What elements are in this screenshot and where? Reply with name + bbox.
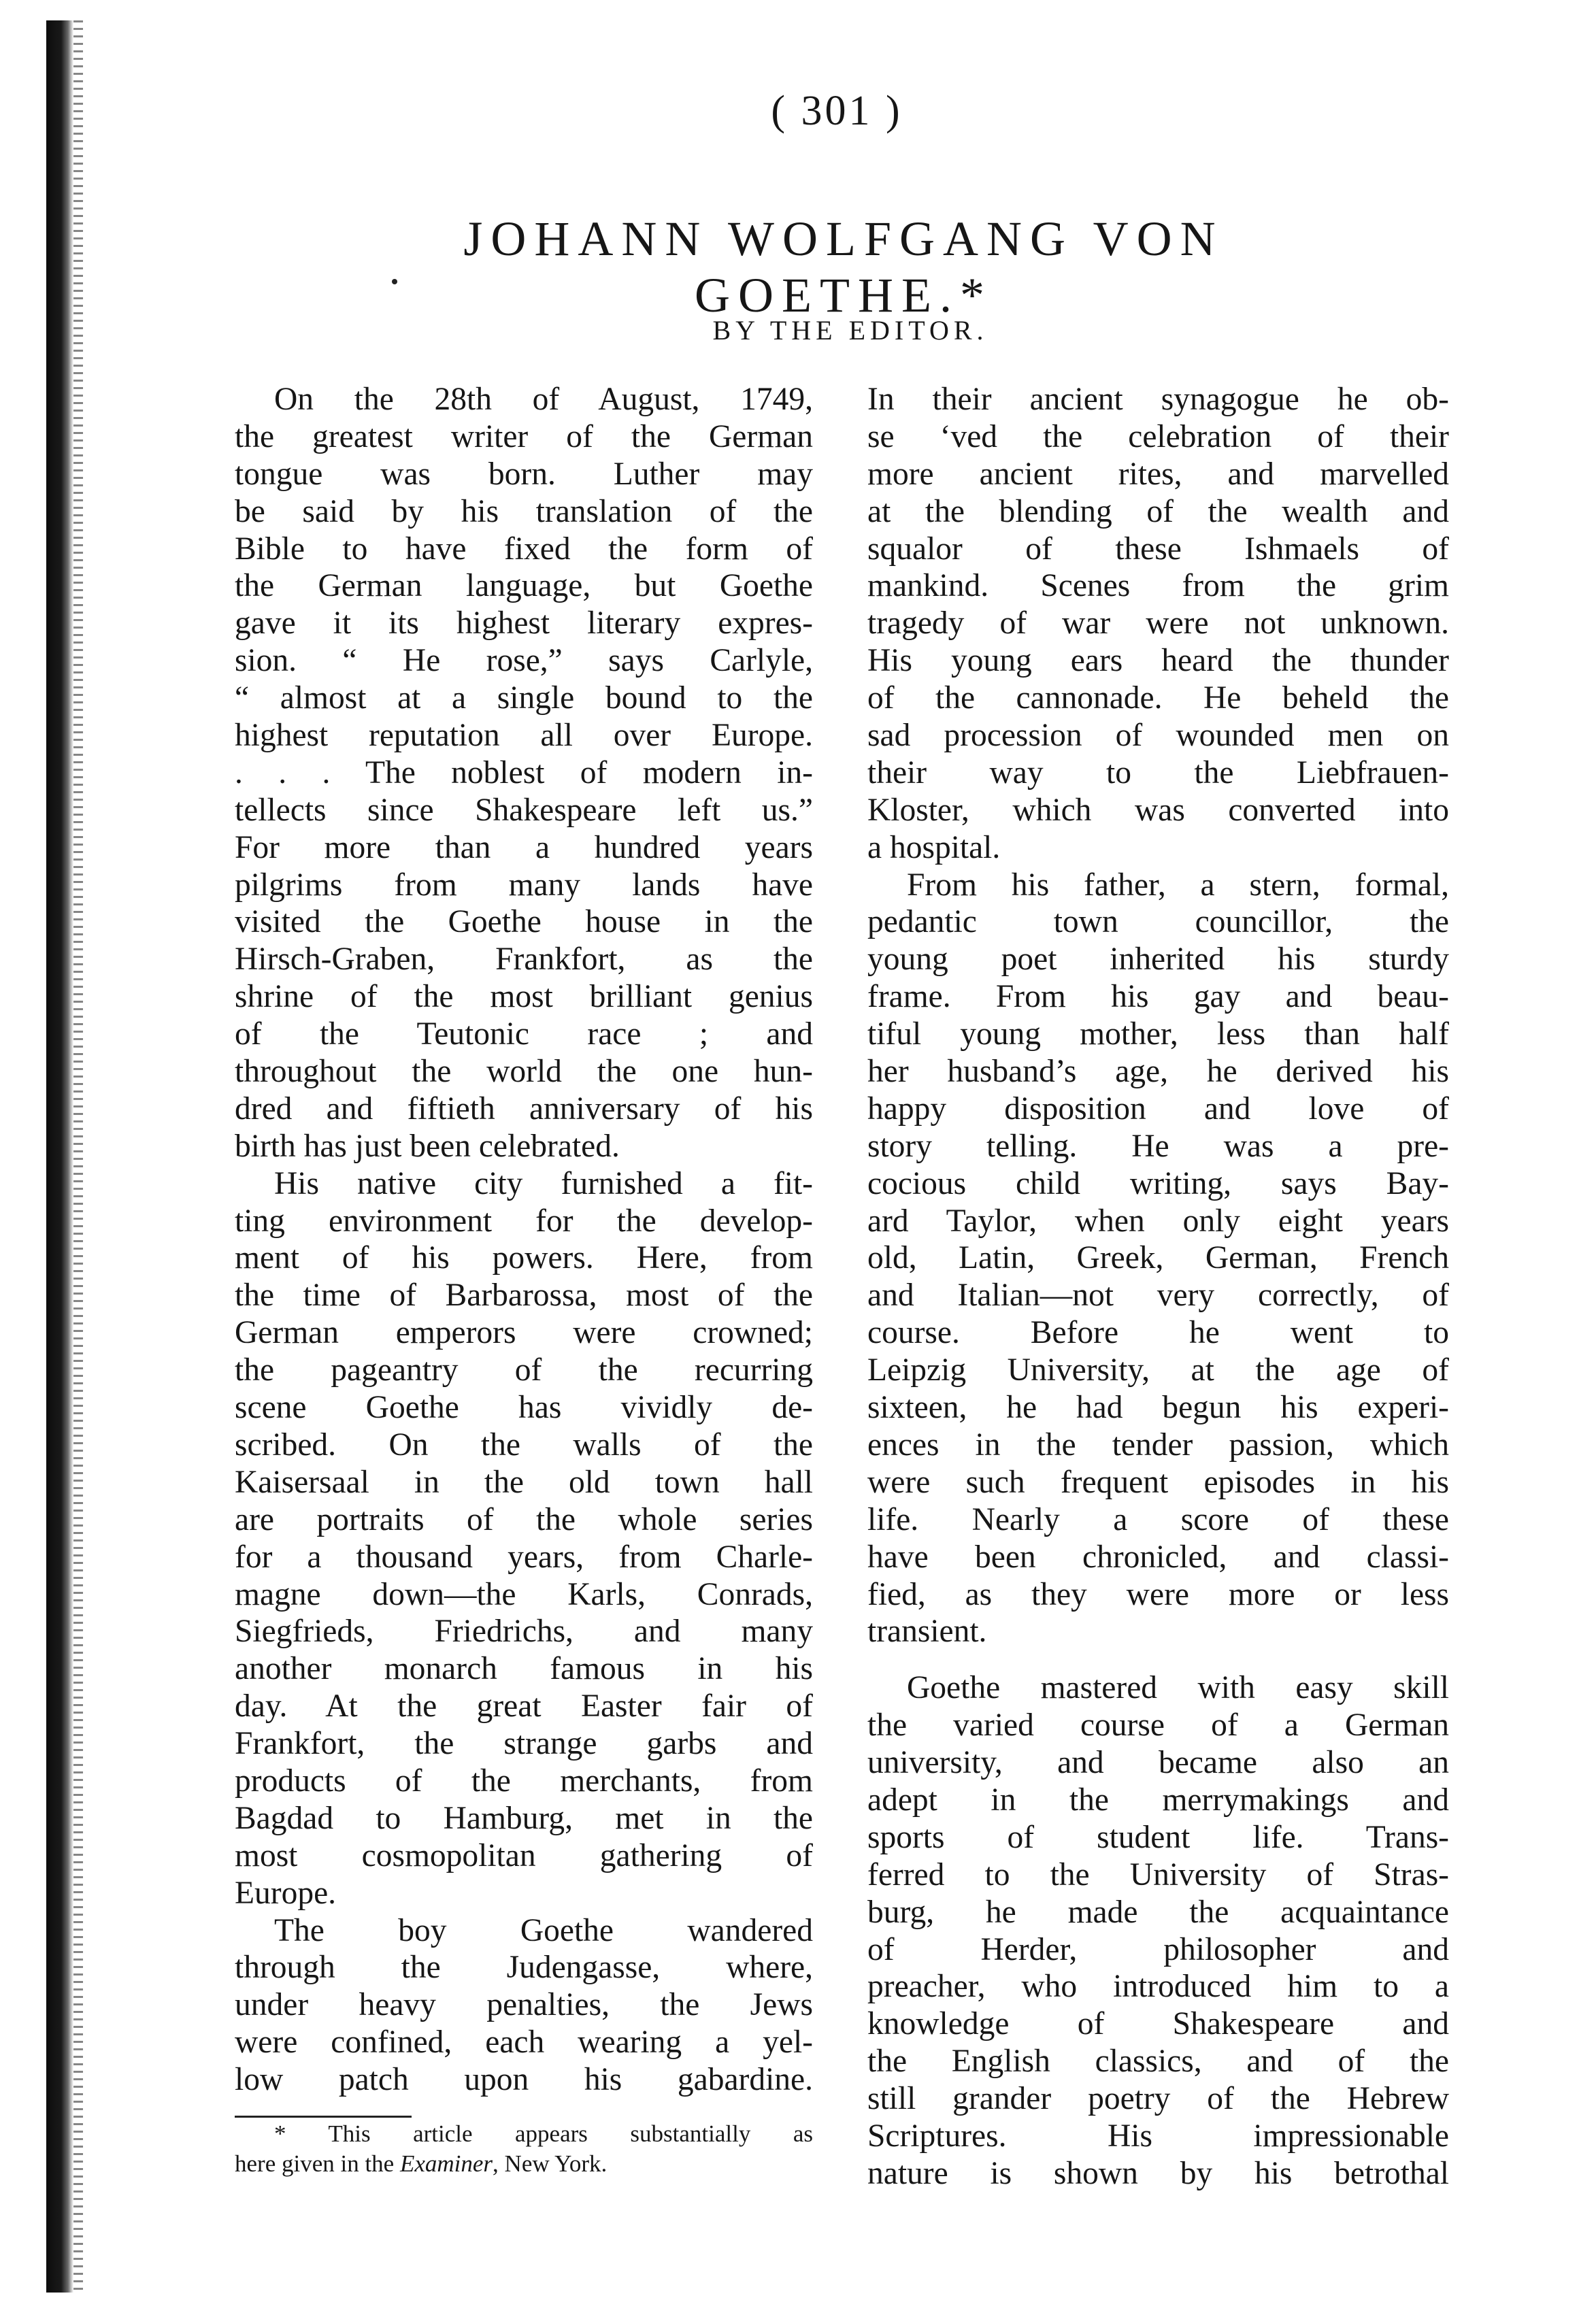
- footnote-text: , New York.: [493, 2150, 608, 2177]
- left-text-column: [235, 381, 813, 2099]
- footnote: [235, 2119, 813, 2179]
- paragraph-gap: [867, 1650, 1449, 1669]
- text-line: knowledge of Shakespeare and: [867, 2006, 1449, 2042]
- text-line: magne down—the Karls, Conrads,: [235, 1576, 813, 1612]
- right-text-column: [867, 381, 1449, 2193]
- text-line: His native city furnished a fit-: [274, 1165, 813, 1201]
- text-line: se ‘ved the celebration of their: [867, 418, 1449, 454]
- text-line: the varied course of a German: [867, 1707, 1449, 1744]
- text-line: sion. “ He rose,” says Carlyle,: [235, 643, 813, 679]
- text-line: Leipzig University, at the age of: [867, 1352, 1449, 1388]
- text-line: visited the Goethe house in the: [235, 904, 813, 940]
- text-line: at the blending of the wealth and: [867, 493, 1449, 529]
- text-line: most cosmopolitan gathering of: [235, 1837, 813, 1873]
- text-line: On the 28th of August, 1749,: [274, 382, 813, 417]
- text-line: birth has just been celebrated.: [235, 1128, 620, 1164]
- footnote-publication: Examiner: [399, 2150, 493, 2177]
- text-line: course. Before he went to: [867, 1315, 1449, 1351]
- text-line: highest reputation all over Europe.: [235, 718, 813, 754]
- text-line: cocious child writing, says Bay-: [867, 1165, 1449, 1201]
- text-line: are portraits of the whole series: [235, 1501, 813, 1537]
- text-line: ard Taylor, when only eight years: [867, 1203, 1449, 1239]
- text-line: for a thousand years, from Charle-: [235, 1539, 813, 1575]
- text-line: have been chronicled, and classi-: [867, 1539, 1449, 1575]
- text-line: life. Nearly a score of these: [867, 1501, 1449, 1537]
- text-line: “ almost at a single bound to the: [235, 680, 813, 716]
- text-line: burg, he made the acquaintance: [867, 1894, 1449, 1930]
- book-binding-edge: [46, 20, 73, 2293]
- text-line: . . . The noblest of modern in-: [235, 754, 813, 790]
- text-line: story telling. He was a pre-: [867, 1128, 1449, 1164]
- text-line: mankind. Scenes from the grim: [867, 568, 1449, 604]
- text-line: the English classics, and of the: [867, 2044, 1449, 2080]
- text-line: Bible to have fixed the form of: [235, 531, 813, 567]
- text-line: of the Teutonic race ; and: [235, 1016, 813, 1052]
- text-line: pilgrims from many lands have: [235, 867, 813, 903]
- text-line: Scriptures. His impressionable: [867, 2118, 1449, 2154]
- text-line: tiful young mother, less than half: [867, 1016, 1449, 1052]
- text-line: the pageantry of the recurring: [235, 1352, 813, 1388]
- text-line: through the Judengasse, where,: [235, 1950, 813, 1986]
- printer-mark: [392, 279, 397, 284]
- text-line: still grander poetry of the Hebrew: [867, 2081, 1449, 2117]
- text-line: university, and became also an: [867, 1745, 1449, 1781]
- text-line: Kaisersaal in the old town hall: [235, 1464, 813, 1500]
- text-line: sports of student life. Trans-: [867, 1819, 1449, 1855]
- text-line: happy disposition and love of: [867, 1090, 1449, 1127]
- text-line: products of the merchants, from: [235, 1763, 813, 1799]
- text-line: In their ancient synagogue he ob-: [867, 382, 1449, 417]
- text-line: sixteen, he had begun his experi-: [867, 1390, 1449, 1426]
- text-line: His young ears heard the thunder: [867, 643, 1449, 679]
- text-line: of Herder, philosopher and: [867, 1931, 1449, 1967]
- text-line: more ancient rites, and marvelled: [867, 456, 1449, 492]
- text-line: were confined, each wearing a yel-: [235, 2024, 813, 2061]
- text-line: ting environment for the develop-: [235, 1203, 813, 1239]
- footnote-rule: [235, 2116, 412, 2118]
- text-line: German emperors were crowned;: [235, 1315, 813, 1351]
- text-line: Goethe mastered with easy skill: [907, 1670, 1449, 1706]
- text-line: scene Goethe has vividly de-: [235, 1390, 813, 1426]
- text-line: the greatest writer of the German: [235, 418, 813, 454]
- text-line: ment of his powers. Here, from: [235, 1240, 813, 1276]
- text-line: under heavy penalties, the Jews: [235, 1987, 813, 2023]
- page-number: ( 301 ): [771, 88, 903, 134]
- text-line: another monarch famous in his: [235, 1651, 813, 1687]
- text-line: Siegfrieds, Friedrichs, and many: [235, 1614, 813, 1650]
- text-line: preacher, who introduced him to a: [867, 1969, 1449, 2005]
- text-line: her husband’s age, he derived his: [867, 1054, 1449, 1090]
- text-line: young poet inherited his sturdy: [867, 941, 1449, 978]
- text-line: gave it its highest literary expres-: [235, 605, 813, 641]
- text-line: shrine of the most brilliant genius: [235, 979, 813, 1015]
- text-line: fied, as they were more or less: [867, 1576, 1449, 1612]
- text-line: sad procession of wounded men on: [867, 718, 1449, 754]
- text-line: throughout the world the one hun-: [235, 1054, 813, 1090]
- text-line: nature is shown by his betrothal: [867, 2155, 1449, 2191]
- text-line: tellects since Shakespeare left us.”: [235, 792, 813, 828]
- text-line: Frankfort, the strange garbs and: [235, 1726, 813, 1762]
- text-line: For more than a hundred years: [235, 829, 813, 865]
- text-line: ferred to the University of Stras-: [867, 1856, 1449, 1893]
- footnote-text: here given in the: [235, 2150, 400, 2177]
- text-line: The boy Goethe wandered: [274, 1912, 813, 1948]
- text-line: frame. From his gay and beau-: [867, 979, 1449, 1015]
- text-line: Kloster, which was converted into: [867, 792, 1449, 828]
- text-line: scribed. On the walls of the: [235, 1427, 813, 1463]
- text-line: be said by his translation of the: [235, 493, 813, 529]
- text-line: and Italian—not very correctly, of: [867, 1278, 1449, 1314]
- text-line: were such frequent episodes in his: [867, 1464, 1449, 1500]
- text-line: a hospital.: [867, 829, 1001, 865]
- text-line: day. At the great Easter fair of: [235, 1688, 813, 1724]
- text-line: the German language, but Goethe: [235, 568, 813, 604]
- text-line: dred and fiftieth anniversary of his: [235, 1090, 813, 1127]
- text-line: Bagdad to Hamburg, met in the: [235, 1800, 813, 1836]
- text-line: squalor of these Ishmaels of: [867, 531, 1449, 567]
- text-line: transient.: [867, 1614, 987, 1650]
- text-line: of the cannonade. He beheld the: [867, 680, 1449, 716]
- text-line: ences in the tender passion, which: [867, 1427, 1449, 1463]
- text-line: low patch upon his gabardine.: [235, 2062, 813, 2098]
- text-line: Europe.: [235, 1875, 337, 1911]
- text-line: tragedy of war were not unknown.: [867, 605, 1449, 641]
- text-line: pedantic town councillor, the: [867, 904, 1449, 940]
- byline: BY THE EDITOR.: [712, 315, 988, 346]
- article-title: JOHANN WOLFGANG VON GOETHE.*: [463, 212, 1224, 322]
- footnote-line: * This article appears substantially as: [274, 2120, 813, 2147]
- footnote-line: [235, 2149, 813, 2179]
- text-line: Hirsch-Graben, Frankfort, as the: [235, 941, 813, 978]
- text-line: their way to the Liebfrauen-: [867, 754, 1449, 790]
- text-line: old, Latin, Greek, German, French: [867, 1240, 1449, 1276]
- text-line: the time of Barbarossa, most of the: [235, 1278, 813, 1314]
- text-line: From his father, a stern, formal,: [907, 867, 1449, 903]
- text-line: tongue was born. Luther may: [235, 456, 813, 492]
- text-line: adept in the merrymakings and: [867, 1782, 1449, 1818]
